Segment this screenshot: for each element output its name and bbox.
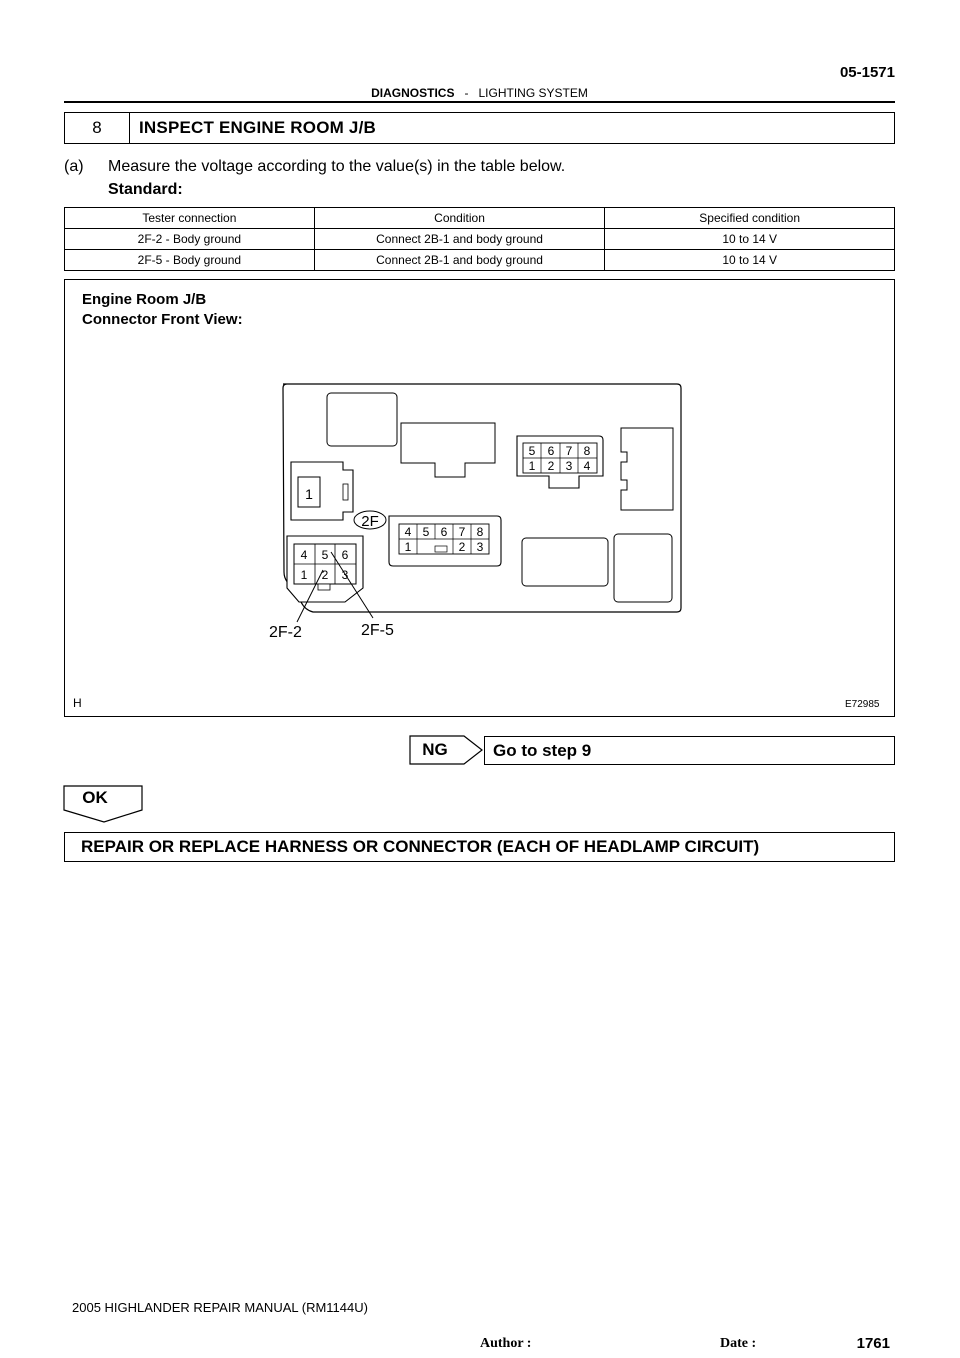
terminal-label: 2F-2 bbox=[269, 624, 302, 641]
pin-label: 7 bbox=[458, 525, 466, 539]
section-name: DIAGNOSTICS bbox=[371, 86, 455, 100]
module-block bbox=[522, 538, 608, 586]
table-cell: Connect 2B-1 and body ground bbox=[314, 229, 605, 250]
standard-label: Standard: bbox=[108, 181, 183, 198]
step-number: 8 bbox=[65, 113, 130, 143]
pin-label: 2 bbox=[458, 540, 466, 554]
table-row bbox=[65, 250, 895, 271]
connector-name: 2F bbox=[361, 513, 379, 530]
pin-label: 1 bbox=[528, 459, 536, 473]
footer-manual-title: 2005 HIGHLANDER REPAIR MANUAL (RM1144U) bbox=[72, 1300, 368, 1315]
pin-label: 2 bbox=[321, 568, 329, 582]
page-number: 05-1571 bbox=[839, 64, 895, 81]
pin-label: 5 bbox=[422, 525, 430, 539]
pin-label: 4 bbox=[404, 525, 412, 539]
pin-label: 3 bbox=[565, 459, 573, 473]
ng-action-text: Go to step 9 bbox=[493, 741, 592, 760]
table-cell: 10 to 14 V bbox=[605, 250, 895, 271]
table-cell: 10 to 14 V bbox=[605, 229, 895, 250]
ok-label: OK bbox=[82, 788, 108, 807]
single-pin-connector bbox=[291, 462, 353, 520]
pin-label: 5 bbox=[321, 548, 329, 562]
instruction-label: (a) bbox=[64, 158, 84, 175]
pin-label: 6 bbox=[547, 444, 555, 458]
table-header-row bbox=[65, 208, 895, 229]
repair-box bbox=[64, 832, 895, 862]
module-block bbox=[614, 534, 672, 602]
footer-date-label: Date : bbox=[720, 1336, 757, 1351]
pin-label: 4 bbox=[583, 459, 591, 473]
ng-result-box bbox=[484, 736, 895, 765]
table-cell: Connect 2B-1 and body ground bbox=[314, 250, 605, 271]
pin-label: 5 bbox=[528, 444, 536, 458]
pin-label: 3 bbox=[341, 568, 349, 582]
pin-label: 8 bbox=[583, 444, 591, 458]
junction-block-diagram bbox=[65, 280, 894, 716]
pin-label: 7 bbox=[565, 444, 573, 458]
pin-label: 8 bbox=[476, 525, 484, 539]
step-box bbox=[64, 112, 895, 144]
table-header: Tester connection bbox=[65, 208, 315, 229]
spec-table bbox=[64, 207, 895, 271]
terminal-label: 2F-5 bbox=[361, 622, 394, 639]
instruction-text: Measure the voltage according to the value(s) in the table below. bbox=[108, 158, 566, 175]
figure-corner-mark: H bbox=[73, 696, 82, 710]
pin-label: 6 bbox=[440, 525, 448, 539]
figure-caption-view: Connector Front View: bbox=[82, 311, 243, 328]
header-rule bbox=[64, 101, 895, 103]
step-title: INSPECT ENGINE ROOM J/B bbox=[139, 118, 376, 137]
connector-middle bbox=[389, 516, 501, 566]
pin-label: 6 bbox=[341, 548, 349, 562]
module-block bbox=[327, 393, 397, 446]
footer-page-number: 1761 bbox=[856, 1335, 890, 1352]
table-header: Condition bbox=[314, 208, 605, 229]
table-row bbox=[65, 229, 895, 250]
figure-image-code: E72985 bbox=[845, 699, 880, 710]
pin-label: 4 bbox=[300, 548, 308, 562]
connector-2f bbox=[287, 536, 363, 602]
figure-caption-title: Engine Room J/B bbox=[82, 291, 207, 308]
module-block bbox=[621, 428, 673, 510]
table-cell: 2F-2 - Body ground bbox=[65, 229, 315, 250]
table-cell: 2F-5 - Body ground bbox=[65, 250, 315, 271]
header-title bbox=[64, 86, 895, 100]
ng-label: NG bbox=[422, 740, 448, 759]
pin-label: 1 bbox=[300, 568, 308, 582]
header-separator: - bbox=[464, 86, 469, 100]
instruction bbox=[64, 158, 565, 176]
pin-label: 2 bbox=[547, 459, 555, 473]
subsection-name: LIGHTING SYSTEM bbox=[478, 86, 588, 100]
pin-label: 1 bbox=[404, 540, 412, 554]
pin-label: 3 bbox=[476, 540, 484, 554]
repair-text: REPAIR OR REPLACE HARNESS OR CONNECTOR (EACH OF HEADLAMP CIRCUIT) bbox=[81, 837, 760, 856]
connector-figure bbox=[64, 279, 895, 717]
footer-author-label: Author : bbox=[480, 1336, 532, 1351]
pin-label: 1 bbox=[305, 486, 313, 502]
table-header: Specified condition bbox=[605, 208, 895, 229]
